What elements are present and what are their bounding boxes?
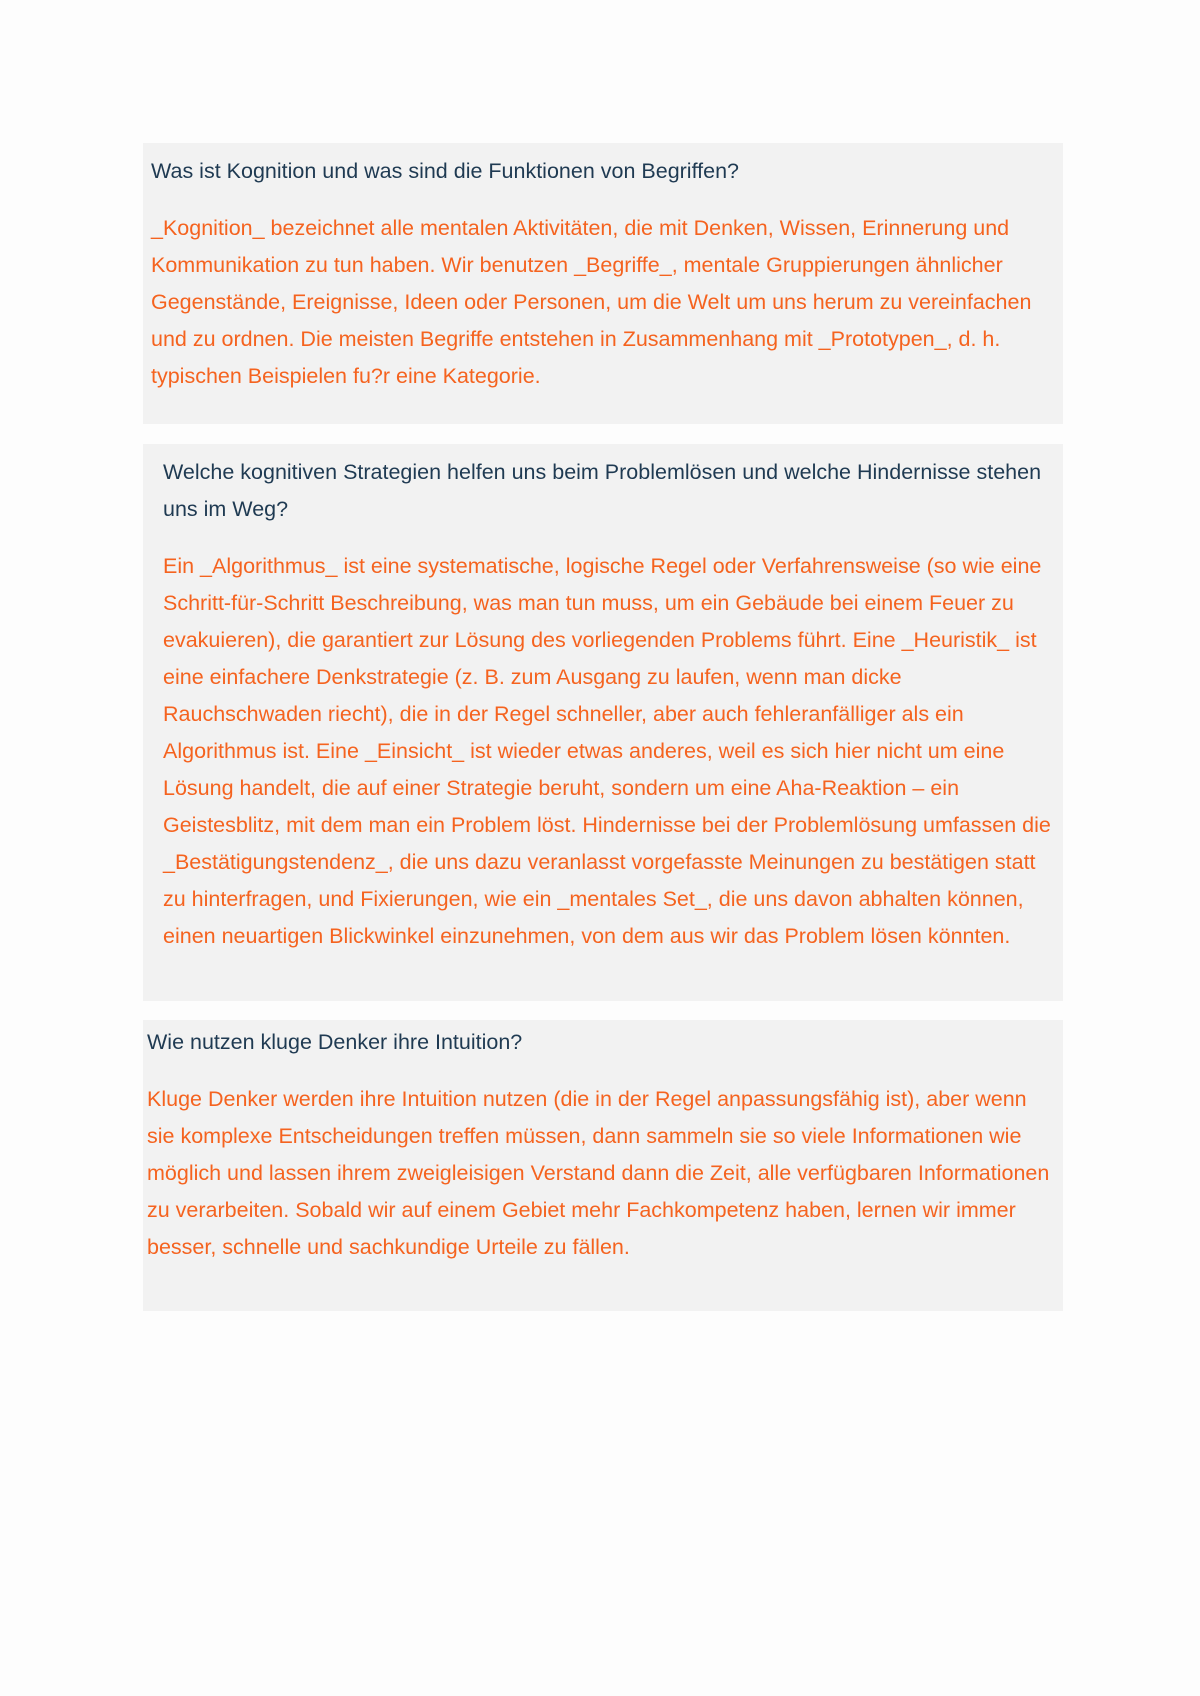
- answer-text: Kluge Denker werden ihre Intuition nutzen (die in der Regel anpassungsfähig ist), aber wenn sie komplexe Entscheidungen treffen müssen, dann sammeln sie so viele Informationen wie möglich und lassen ihrem zweigleisigen Verstand dann die Zeit, alle verfügbaren Informationen zu verarbeiten. Sobald wir auf einem Gebiet mehr Fachkompetenz haben, lernen wir immer besser, schnelle und sachkundige Urteile zu fällen.: [147, 1087, 1050, 1259]
- answer-text: Ein _Algorithmus_ ist eine systematische, logische Regel oder Verfahrensweise (so wie eine Schritt-für-Schritt Beschreibung, was man tun muss, um ein Gebäude bei einem Feuer zu evakuieren), die garantiert zur Lösung des vorliegenden Problems führt. Eine _Heuristik_ ist eine einfachere Denkstrategie (z. B. zum Ausgang zu laufen, wenn man dicke Rauchschwaden riecht), die in der Regel schneller, aber auch fehleranfälliger als ein Algorithmus ist. Eine _Einsicht_ ist wieder etwas anderes, weil es sich hier nicht um eine Lösung handelt, die auf einer Strategie beruht, sondern um eine Aha-Reaktion – ein Geistesblitz, mit dem man ein Problem löst. Hindernisse bei der Problemlösung umfassen die _Bestätigungstendenz_, die uns dazu veranlasst vorgefasste Meinungen zu bestätigen statt zu hinterfragen, und Fixierungen, wie ein _mentales Set_, die uns davon abhalten können, einen neuartigen Blickwinkel einzunehmen, von dem aus wir das Problem lösen könnten.: [163, 554, 1051, 948]
- flashcard-intuition: [143, 1020, 1063, 1311]
- question-text: Was ist Kognition und was sind die Funktionen von Begriffen?: [151, 159, 740, 183]
- flashcard-cognition: [143, 143, 1063, 424]
- question-text: Welche kognitiven Strategien helfen uns beim Problemlösen und welche Hindernisse stehen uns im Weg?: [163, 460, 1042, 521]
- answer-text: _Kognition_ bezeichnet alle mentalen Aktivitäten, die mit Denken, Wissen, Erinnerung und Kommunikation zu tun haben. Wir benutzen _Begriffe_, mentale Gruppierungen ähnlicher Gegenstände, Ereignisse, Ideen oder Personen, um die Welt um uns herum zu vereinfachen und zu ordnen. Die meisten Begriffe entstehen in Zusammenhang mit _Prototypen_, d. h. typischen Beispielen fu?r eine Kategorie.: [151, 216, 1032, 388]
- flashcard-problem-solving: [143, 444, 1063, 1001]
- question-text: Wie nutzen kluge Denker ihre Intuition?: [147, 1030, 523, 1054]
